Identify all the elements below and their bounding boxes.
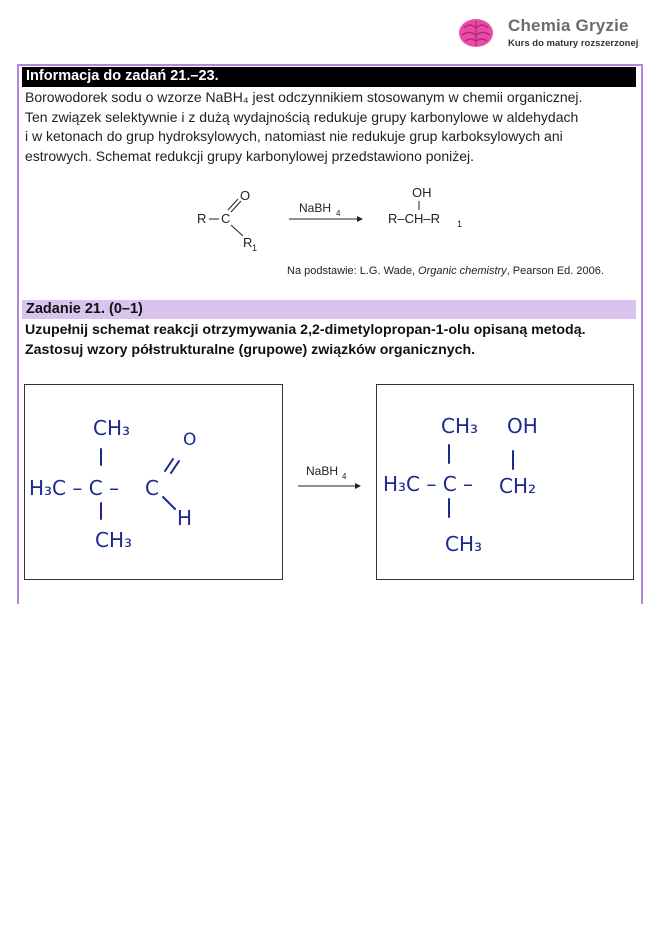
scheme-reagent: NaBH xyxy=(299,201,332,215)
brand-name: Chemia Gryzie xyxy=(508,16,629,35)
hw-bottom-ch3: CH₃ xyxy=(445,532,483,556)
task-instructions xyxy=(25,320,635,360)
brain-icon xyxy=(456,16,496,52)
hw-h: H xyxy=(177,506,193,530)
handwritten-reactant xyxy=(25,385,282,579)
task-line: Zastosuj wzory półstrukturalne (grupowe) związków organicznych. xyxy=(25,342,476,358)
hw-carbonyl-c: C xyxy=(145,476,159,500)
hw-ch2: CH₂ xyxy=(499,474,537,498)
task-header-bar xyxy=(22,300,636,319)
scheme-reactant-r: R xyxy=(197,211,207,226)
info-header-bar xyxy=(22,67,636,87)
source-prefix: Na podstawie: L.G. Wade, xyxy=(287,265,419,277)
info-paragraph xyxy=(25,88,635,166)
hw-top-ch3: CH₃ xyxy=(93,416,131,440)
scheme-reactant-r1: R xyxy=(243,235,253,250)
answer-box-product[interactable] xyxy=(376,384,634,580)
scheme-reagent-sub: 4 xyxy=(336,209,341,218)
hw-bottom-ch3: CH₃ xyxy=(95,528,133,552)
info-line: estrowych. Schemat redukcji grupy karbonylowej przedstawiono poniżej. xyxy=(25,147,474,164)
scheme-product-oh: OH xyxy=(412,185,432,200)
arrow-label: NaBH xyxy=(306,464,339,478)
info-line: Borowodorek sodu o wzorze NaBH₄ jest odczynnikiem stosowanym w chemii organicznej. xyxy=(25,89,583,105)
scheme-reactant-r1-sub: 1 xyxy=(252,243,258,253)
hw-oh: OH xyxy=(507,414,538,438)
info-header: Informacja do zadań 21.–23. xyxy=(26,68,219,84)
task-header: Zadanie 21. (0–1) xyxy=(26,301,143,317)
hw-left-group: H₃C – C – xyxy=(383,472,474,496)
scheme-reactant-o: O xyxy=(240,188,251,203)
arrow-label-sub: 4 xyxy=(342,472,347,481)
reaction-scheme xyxy=(185,185,485,255)
hw-carbonyl-o: O xyxy=(183,430,197,450)
task-line: Uzupełnij schemat reakcji otrzymywania 2,2-dimetylopropan-1-olu opisaną metodą. xyxy=(25,322,586,338)
source-citation xyxy=(287,265,604,277)
info-line: Ten związek selektywnie i z dużą wydajnością redukuje grupy karbonylowe w aldehydach xyxy=(25,108,579,125)
source-title: Organic chemistry xyxy=(418,265,507,277)
brand-header xyxy=(456,14,656,58)
handwritten-product xyxy=(377,385,633,579)
scheme-product-main: R–CH–R xyxy=(388,211,441,226)
brand-subtitle: Kurs do matury rozszerzonej xyxy=(508,38,639,49)
reaction-arrow xyxy=(296,462,362,492)
answer-box-reactant[interactable] xyxy=(24,384,283,580)
scheme-product-sub: 1 xyxy=(457,219,463,229)
hw-left-group: H₃C – C – xyxy=(29,476,120,500)
hw-top-ch3: CH₃ xyxy=(441,414,479,438)
scheme-reactant-c: C xyxy=(221,211,231,226)
source-suffix: , Pearson Ed. 2006. xyxy=(506,265,604,277)
info-line: i w ketonach do grup hydroksylowych, natomiast nie redukuje grup karboksylowych ani xyxy=(25,128,563,144)
